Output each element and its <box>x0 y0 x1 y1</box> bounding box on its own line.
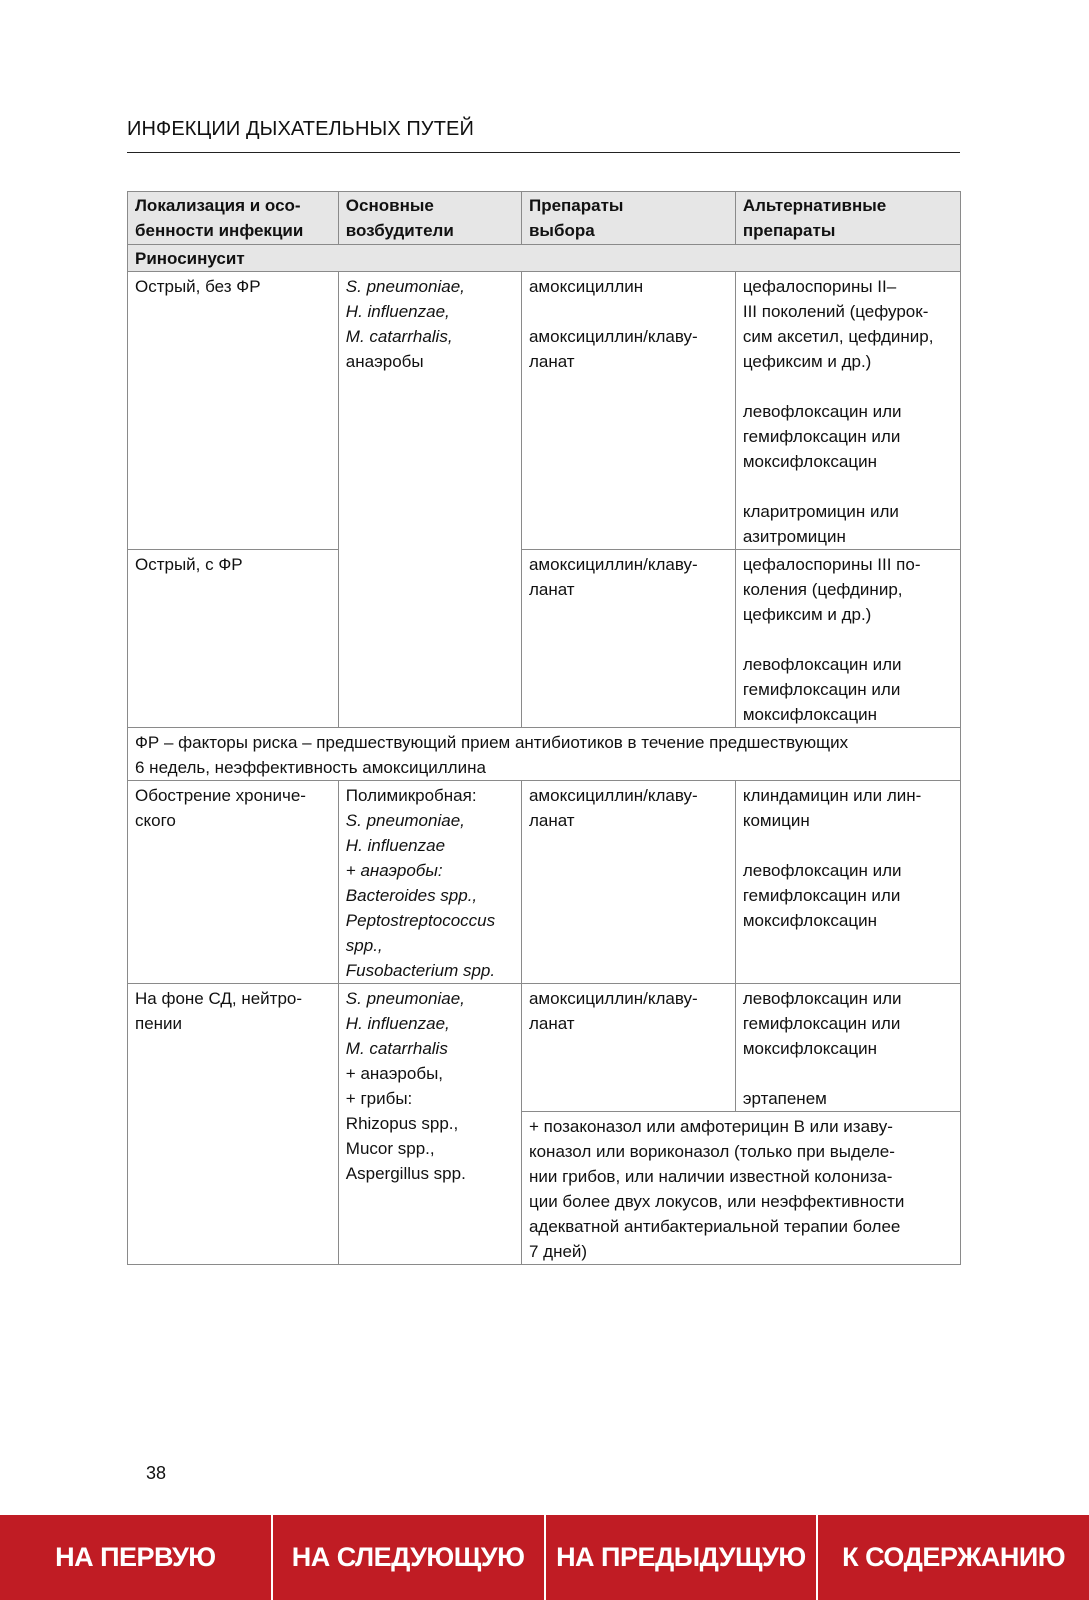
cell-alternatives <box>735 550 960 728</box>
table-row <box>128 550 961 728</box>
pathogens-plain: + анаэробы, + грибы: Rhizopus spp., Mucor spp., Aspergillus spp. <box>345 1064 466 1183</box>
page-number: 38 <box>146 1463 167 1483</box>
cell-pathogens <box>338 272 521 728</box>
alt-1: цефалоспорины III по- коления (цефдинир, цефиксим и др.) <box>742 555 921 624</box>
cell-alternatives <box>735 272 960 550</box>
alt-1: левофлоксацин или гемифлоксацин или моксифлоксацин <box>742 989 902 1058</box>
section-row <box>128 245 961 272</box>
pathogens-plain: Полимикробная: <box>345 786 477 805</box>
running-header: ИНФЕКЦИИ ДЫХАТЕЛЬНЫХ ПУТЕЙ <box>127 118 474 140</box>
nav-next-button[interactable]: НА СЛЕДУЮЩУЮ <box>271 1515 544 1600</box>
cell-localization: На фоне СД, нейтро- пении <box>128 984 339 1265</box>
column-header-alternatives: Альтернативные препараты <box>735 192 960 245</box>
cell-localization: Обострение хрониче- ского <box>128 781 339 984</box>
risk-factor-note: ФР – факторы риска – предшествующий прием антибиотиков в течение предшествующих 6 недель, неэффективность амоксициллина <box>128 728 961 781</box>
pathogens-italic: S. pneumoniae, H. influenzae, M. catarrhalis, <box>345 277 465 346</box>
table-row <box>128 272 961 550</box>
alt-2: эртапенем <box>742 1089 827 1108</box>
cell-drugs-of-choice: амоксициллин/клаву- ланат <box>521 781 735 984</box>
navigation-bar <box>0 1515 1089 1600</box>
pathogens-italic: S. pneumoniae, H. influenzae + анаэробы: Bacteroides spp., Peptostreptococcus spp., Fusobacterium spp. <box>345 811 496 980</box>
alt-1: цефалоспорины II– III поколений (цефурок- сим аксетил, цефдинир, цефиксим и др.) <box>742 277 934 371</box>
alt-2: левофлоксацин или гемифлоксацин или моксифлоксацин <box>742 655 902 724</box>
table-row <box>128 781 961 984</box>
cell-localization: Острый, с ФР <box>128 550 339 728</box>
cell-antifungal: + позаконазол или амфотерицин В или изаву- коназол или вориконазол (только при выделе- нии грибов, или наличии известной колониза- ции более двух локусов, или неэффективности адекватной антибактериальной терапии более 7 дней) <box>521 1112 960 1265</box>
cell-pathogens <box>338 781 521 984</box>
cell-localization: Острый, без ФР <box>128 272 339 550</box>
header-rule <box>127 152 960 153</box>
section-title: Риносинусит <box>128 245 961 272</box>
nav-prev-button[interactable]: НА ПРЕДЫДУЩУЮ <box>544 1515 817 1600</box>
drug-choice-2: амоксициллин/клаву- ланат <box>528 327 698 371</box>
cell-alternatives <box>735 984 960 1112</box>
pathogens-plain: анаэробы <box>345 352 424 371</box>
cell-drugs-of-choice <box>521 272 735 550</box>
rhinosinusitis-table <box>127 191 961 1265</box>
note-row <box>128 728 961 781</box>
cell-drugs-of-choice: амоксициллин/клаву- ланат <box>521 550 735 728</box>
cell-drugs-of-choice: амоксициллин/клаву- ланат <box>521 984 735 1112</box>
cell-pathogens <box>338 984 521 1265</box>
drug-choice-1: амоксициллин <box>528 277 644 296</box>
column-header-localization: Локализация и осо- бенности инфекции <box>128 192 339 245</box>
cell-alternatives <box>735 781 960 984</box>
column-header-drugs-of-choice: Препараты выбора <box>521 192 735 245</box>
alt-1: клиндамицин или лин- комицин <box>742 786 922 830</box>
alt-2: левофлоксацин или гемифлоксацин или моксифлоксацин <box>742 402 902 471</box>
pathogens-italic: S. pneumoniae, H. influenzae, M. catarrhalis <box>345 989 465 1058</box>
alt-2: левофлоксацин или гемифлоксацин или моксифлоксацин <box>742 861 902 930</box>
table-row <box>128 984 961 1112</box>
column-header-pathogens: Основные возбудители <box>338 192 521 245</box>
nav-first-button[interactable]: НА ПЕРВУЮ <box>0 1515 271 1600</box>
nav-contents-button[interactable]: К СОДЕРЖАНИЮ <box>816 1515 1089 1600</box>
table-header-row <box>128 192 961 245</box>
alt-3: кларитромицин или азитромицин <box>742 502 899 546</box>
